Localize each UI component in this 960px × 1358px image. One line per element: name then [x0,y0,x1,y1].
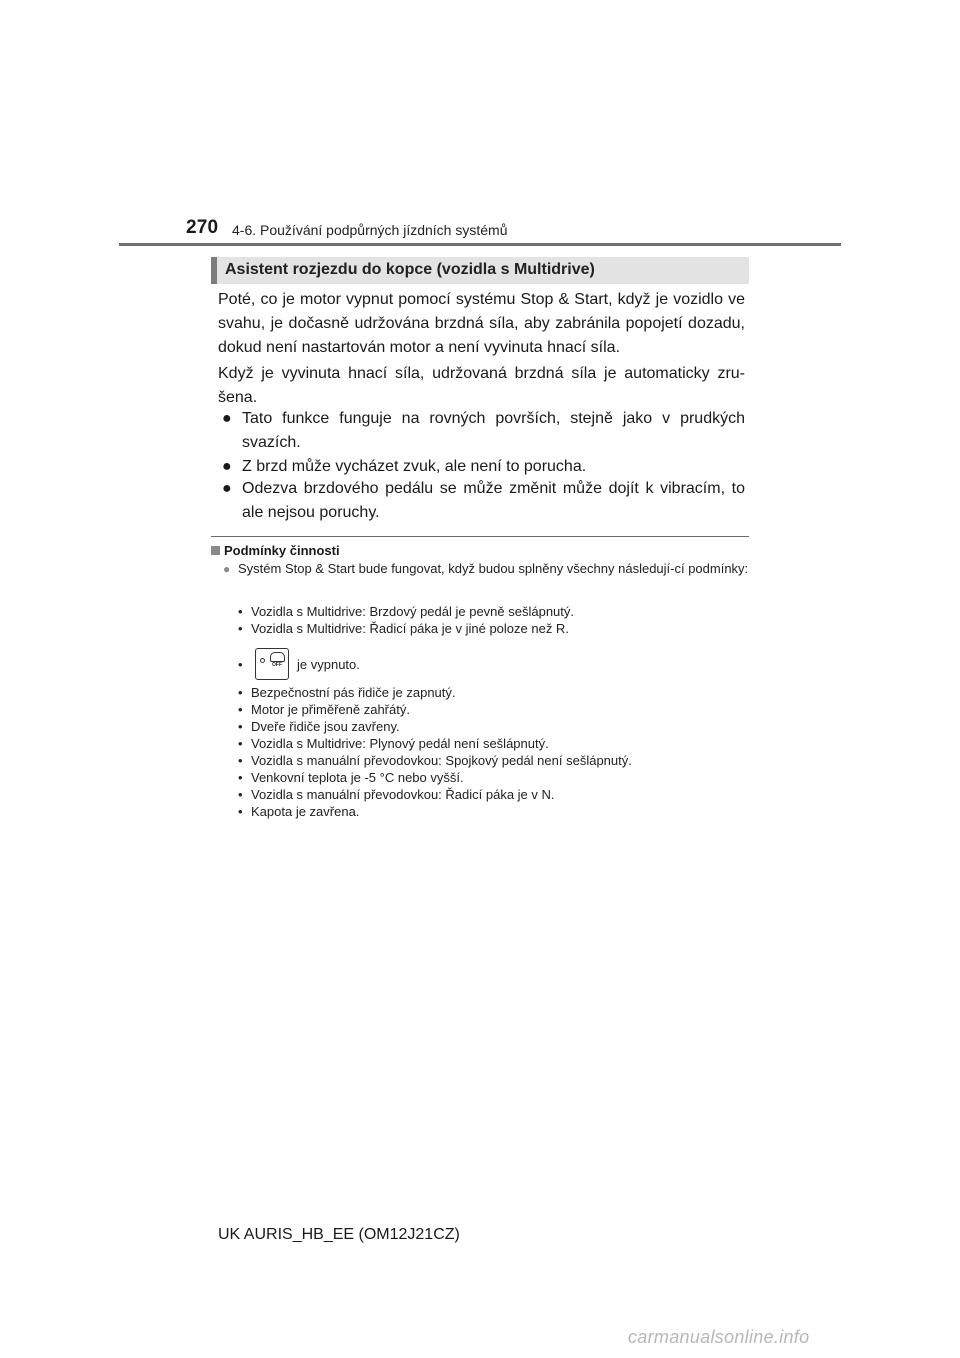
stop-start-cancel-switch-icon [255,648,289,680]
list-bullet: • [238,719,243,734]
indicator-light-icon [260,658,265,663]
bullet-dot-icon: ● [222,410,232,427]
list-bullet: • [238,753,243,768]
condition-text: Vozidla s Multidrive: Řadicí páka je v jiné poloze než R. [251,621,569,636]
list-bullet: • [238,604,243,619]
condition-text: Venkovní teplota je -5 °C nebo vyšší. [251,770,464,785]
list-bullet: • [238,770,243,785]
list-bullet: • [238,804,243,819]
condition-item [238,620,574,637]
condition-item [238,769,632,786]
footer-model-code: UK AURIS_HB_EE (OM12J21CZ) [218,1226,460,1243]
section-bullet-item [222,407,745,455]
condition-item [238,735,632,752]
section-divider [211,536,749,537]
bullet-text: Odezva brzdového pedálu se může změnit může dojít k vibracím, to ale nejsou poruchy. [242,480,745,521]
condition-item [238,752,632,769]
note-bullet-icon: ● [223,562,231,576]
bullet-dot-icon: ● [222,480,232,497]
list-bullet: • [238,657,243,672]
conditions-list [238,684,632,820]
condition-text: Vozidla s Multidrive: Brzdový pedál je pevně sešlápnutý. [251,604,575,619]
page-number: 270 [186,217,219,238]
bullet-text: Z brzd může vycházet zvuk, ale není to porucha. [242,458,587,475]
condition-text: Vozidla s manuální převodovkou: Spojkový pedál není sešlápnutý. [251,753,632,768]
bullet-text: Tato funkce funguje na rovných površích, stejně jako v prudkých svazích. [242,410,745,451]
section-bullet-item [222,477,745,525]
section-title-bar [211,257,749,284]
condition-text: Dveře řidiče jsou zavřeny. [251,719,400,734]
list-bullet: • [238,702,243,717]
section-paragraph: Poté, co je motor vypnut pomocí systému Stop & Start, když je vozidlo ve svahu, je dočasně udržována brzdná síla, aby zabránila popojetí dozadu, dokud není nastartován motor a není vyvinuta hnací síla. [218,291,745,356]
engine-stop-symbol-icon [270,652,285,662]
condition-item [238,786,632,803]
list-bullet: • [238,736,243,751]
condition-text: Motor je přiměřeně zahřátý. [251,702,410,717]
condition-item [238,803,632,820]
list-bullet: • [238,685,243,700]
list-bullet: • [238,787,243,802]
condition-intro: Systém Stop & Start bude fungovat, když budou splněny všechny následují-cí podmínky: [238,561,749,576]
section-title: Asistent rozjezdu do kopce (vozidla s Multidrive) [225,261,595,278]
bullet-dot-icon: ● [222,458,232,475]
condition-text: Vozidla s manuální převodovkou: Řadicí páka je v N. [251,787,555,802]
watermark-link[interactable]: carmanualsonline.info [628,1327,810,1347]
section-paragraph: Když je vyvinuta hnací síla, udržovaná brzdná síla je automaticky zru-šena. [218,365,745,406]
condition-item [238,718,632,735]
condition-item [238,603,574,620]
condition-text: Bezpečnostní pás řidiče je zapnutý. [251,685,456,700]
condition-text: je vypnuto. [297,657,360,672]
chapter-title: 4-6. Používání podpůrných jízdních systémů [232,222,508,238]
condition-item [238,701,632,718]
header-divider [119,243,841,246]
heading-square-icon [211,546,220,555]
list-bullet: • [238,621,243,636]
switch-label: OFF [272,662,282,668]
condition-text: Kapota je zavřena. [251,804,360,819]
condition-item [238,684,632,701]
condition-text: Vozidla s Multidrive: Plynový pedál není sešlápnutý. [251,736,549,751]
notes-heading: Podmínky činnosti [224,543,340,558]
section-title-accent [211,257,217,284]
conditions-list [238,603,574,637]
